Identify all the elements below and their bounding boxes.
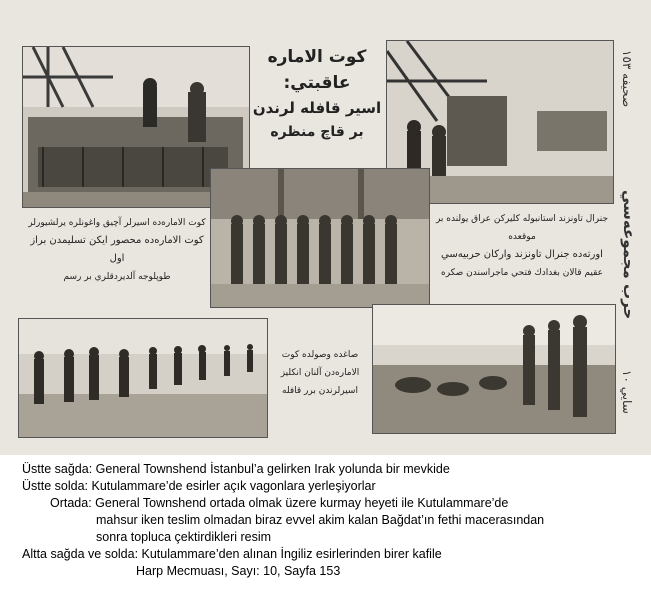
caption-top-left-line-3: طوپلوجه آلديردقلري بر رسم (63, 272, 171, 282)
caption-top-right-ottoman (432, 210, 612, 282)
photo-prisoner-column-left (18, 318, 268, 438)
photo-townshend-staff (210, 168, 430, 308)
caption-bottom-center-ottoman (272, 346, 368, 400)
page-title-ottoman (252, 44, 382, 144)
caption-top-left-ottoman (22, 214, 212, 286)
caption-bottom-line-2: الاماره‌دن آلنان انكليز (280, 368, 360, 378)
caption-line-1: Üstte sağda: General Townshend İstanbul’a gelirken Irak yolunda bir mevkide (22, 462, 450, 476)
title-line-3: بر قاچ منظره (270, 124, 364, 140)
caption-top-right-line-3: عقيم قالان بغدادك فتحي ماجراسندن صكره (440, 268, 604, 278)
caption-bottom-line-3: اسيرلرندن برر قافله (282, 386, 358, 396)
caption-line-2: Üstte solda: Kutulammare’de esirler açık vagonlara yerleşiyorlar (22, 479, 376, 493)
title-line-2: اسير قافله لرندن (252, 99, 382, 117)
margin-page-number: صحيفه ١٥٣ (620, 50, 634, 108)
margin-magazine-name: حرب مجموعه‌سي (620, 190, 638, 320)
caption-top-right-line-2: اورته‌ده جنرال تاونزند واركان حربيه‌سي (441, 249, 603, 260)
caption-line-5: sonra topluca çektirdikleri resim (96, 530, 272, 544)
caption-top-left-line-2: كوت الاماره‌ده محصور ايكن تسليمدن براز اول (30, 235, 204, 264)
margin-issue-number: سايي ١٠ (620, 370, 634, 414)
caption-line-3: Ortada: General Townshend ortada olmak üzere kurmay heyeti ile Kutulammare’de (50, 496, 509, 510)
title-line-1: كوت الاماره عاقبتي: (267, 47, 367, 93)
caption-line-7: Harp Mecmuası, Sayı: 10, Sayfa 153 (136, 564, 341, 578)
caption-line-6: Altta sağda ve solda: Kutulammare’den alınan İngiliz esirlerinden birer kafile (22, 547, 442, 561)
caption-top-right-line-1: جنرال تاونزند استانبوله كليركن عراق يولنده بر موقعده (435, 214, 609, 242)
caption-top-left-line-1: كوت الاماره‌ده اسيرلر آچيق واغونلره يرلشيورلر (28, 218, 206, 228)
caption-bottom-line-1: صاغده وصولده كوت (281, 350, 359, 360)
caption-line-4: mahsur iken teslim olmadan biraz evvel akim kalan Bağdat’ın fethi macerasından (96, 513, 545, 527)
photo-prisoner-column-right (372, 304, 616, 434)
